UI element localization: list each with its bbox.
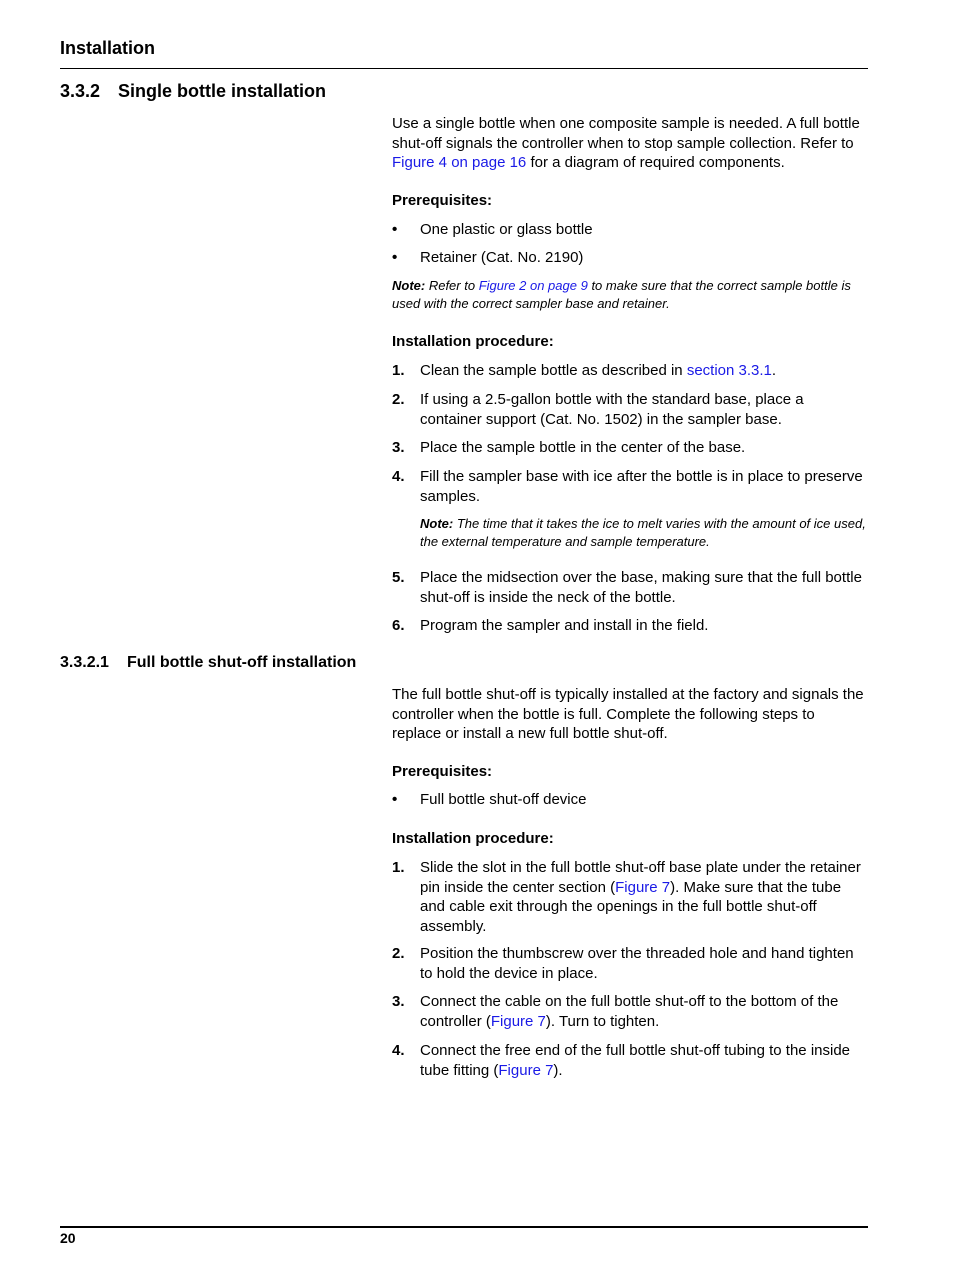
prereq-heading: Prerequisites: xyxy=(392,763,493,780)
step-text-end: ). xyxy=(553,1061,563,1079)
list-item-text: Retainer (Cat. No. 2190) xyxy=(420,249,584,266)
step-text: Program the sampler and install in the field. xyxy=(420,617,709,634)
step-number: 3. xyxy=(392,993,405,1010)
figure7-link[interactable]: Figure 7 xyxy=(615,878,671,896)
step-text-end: ). Turn to tighten. xyxy=(545,1012,660,1030)
procedure-heading: Installation procedure: xyxy=(392,830,554,847)
procedure-step xyxy=(392,1041,868,1080)
step-text: Position the thumbscrew over the threaded hole and hand tighten to hold the device in place. xyxy=(420,945,854,982)
procedure-step xyxy=(392,390,868,429)
header-rule xyxy=(60,68,868,69)
prereq-heading: Prerequisites: xyxy=(392,192,493,209)
footer-rule xyxy=(60,1226,868,1228)
intro-text: Use a single bottle when one composite sample is needed. A full bottle shut-off signals the controller when to stop sample collection. Refer to xyxy=(392,115,860,152)
step-number: 6. xyxy=(392,617,405,634)
step-text-end: . xyxy=(771,362,777,379)
step-number: 1. xyxy=(392,362,405,379)
note-text: Refer to xyxy=(425,278,479,293)
intro-text: The full bottle shut-off is typically installed at the factory and signals the controller when the bottle is full. Complete the following steps to replace or install a new full bottle shut-off. xyxy=(392,686,864,742)
step-number: 4. xyxy=(392,468,405,485)
note-text: The time that it takes the ice to melt varies with the amount of ice used, the external temperature and sample temperature. xyxy=(420,516,866,549)
bullet-icon: • xyxy=(392,221,398,238)
procedure-step xyxy=(392,616,868,636)
bullet-icon: • xyxy=(392,791,398,808)
step-text: Connect the free end of the full bottle shut-off tubing to the inside tube fitting ( xyxy=(420,1042,851,1079)
page-number: 20 xyxy=(60,1230,76,1246)
step-text-end: ). Make sure that the tube and cable exit through the openings in the full bottle shut-off assembly. xyxy=(420,878,842,935)
figure2-link[interactable]: Figure 2 on page 9 xyxy=(478,278,588,293)
list-item xyxy=(392,220,868,240)
section-heading xyxy=(60,81,326,102)
section-link[interactable]: section 3.3.1 xyxy=(686,362,772,379)
step-text: Place the sample bottle in the center of the base. xyxy=(420,439,746,456)
section-number: 3.3.2 xyxy=(60,81,101,101)
step-number: 5. xyxy=(392,569,405,586)
procedure-step xyxy=(392,438,868,458)
step-text: Fill the sampler base with ice after the bottle is in place to preserve samples. xyxy=(420,468,863,505)
section-intro xyxy=(392,114,868,173)
procedure-step xyxy=(392,992,868,1031)
step-number: 2. xyxy=(392,945,405,962)
note-text-end: to make sure that the correct sample bottle is used with the correct sampler base and retainer. xyxy=(392,278,851,311)
subsection-heading xyxy=(60,654,356,672)
subsection-number: 3.3.2.1 xyxy=(60,654,109,671)
step-text: If using a 2.5-gallon bottle with the standard base, place a container support (Cat. No. 1502) in the sampler base. xyxy=(420,391,804,428)
procedure-step xyxy=(392,858,868,936)
section-title: Single bottle installation xyxy=(118,81,327,101)
procedure-heading: Installation procedure: xyxy=(392,333,554,350)
list-item xyxy=(392,790,868,810)
figure7-link[interactable]: Figure 7 xyxy=(490,1012,546,1030)
list-item-text: One plastic or glass bottle xyxy=(420,221,593,238)
figure4-link[interactable]: Figure 4 on page 16 xyxy=(392,154,527,171)
step-number: 1. xyxy=(392,859,405,876)
subsection-intro xyxy=(392,685,868,744)
note-label: Note: xyxy=(392,278,426,293)
list-item-text: Full bottle shut-off device xyxy=(420,791,587,808)
step-text: Place the midsection over the base, making sure that the full bottle shut-off is inside the neck of the bottle. xyxy=(420,569,862,606)
procedure-step xyxy=(392,944,868,983)
procedure-step xyxy=(392,361,868,381)
step-text: Slide the slot in the full bottle shut-off base plate under the retainer pin inside the center section ( xyxy=(420,859,861,896)
step-number: 4. xyxy=(392,1042,405,1059)
step-number: 3. xyxy=(392,439,405,456)
note-label: Note: xyxy=(420,516,454,531)
running-header: Installation xyxy=(60,38,156,58)
subsection-title: Full bottle shut-off installation xyxy=(127,654,357,671)
bullet-icon: • xyxy=(392,249,398,266)
procedure-step xyxy=(392,467,868,506)
procedure-step xyxy=(392,568,868,607)
intro-text-end: for a diagram of required components. xyxy=(526,154,785,171)
note xyxy=(392,277,868,313)
figure7-link[interactable]: Figure 7 xyxy=(498,1061,554,1079)
step-text: Connect the cable on the full bottle shut-off to the bottom of the controller ( xyxy=(420,993,839,1030)
list-item xyxy=(392,248,868,268)
note xyxy=(420,515,868,551)
step-number: 2. xyxy=(392,391,405,408)
step-text: Clean the sample bottle as described in xyxy=(420,362,687,379)
